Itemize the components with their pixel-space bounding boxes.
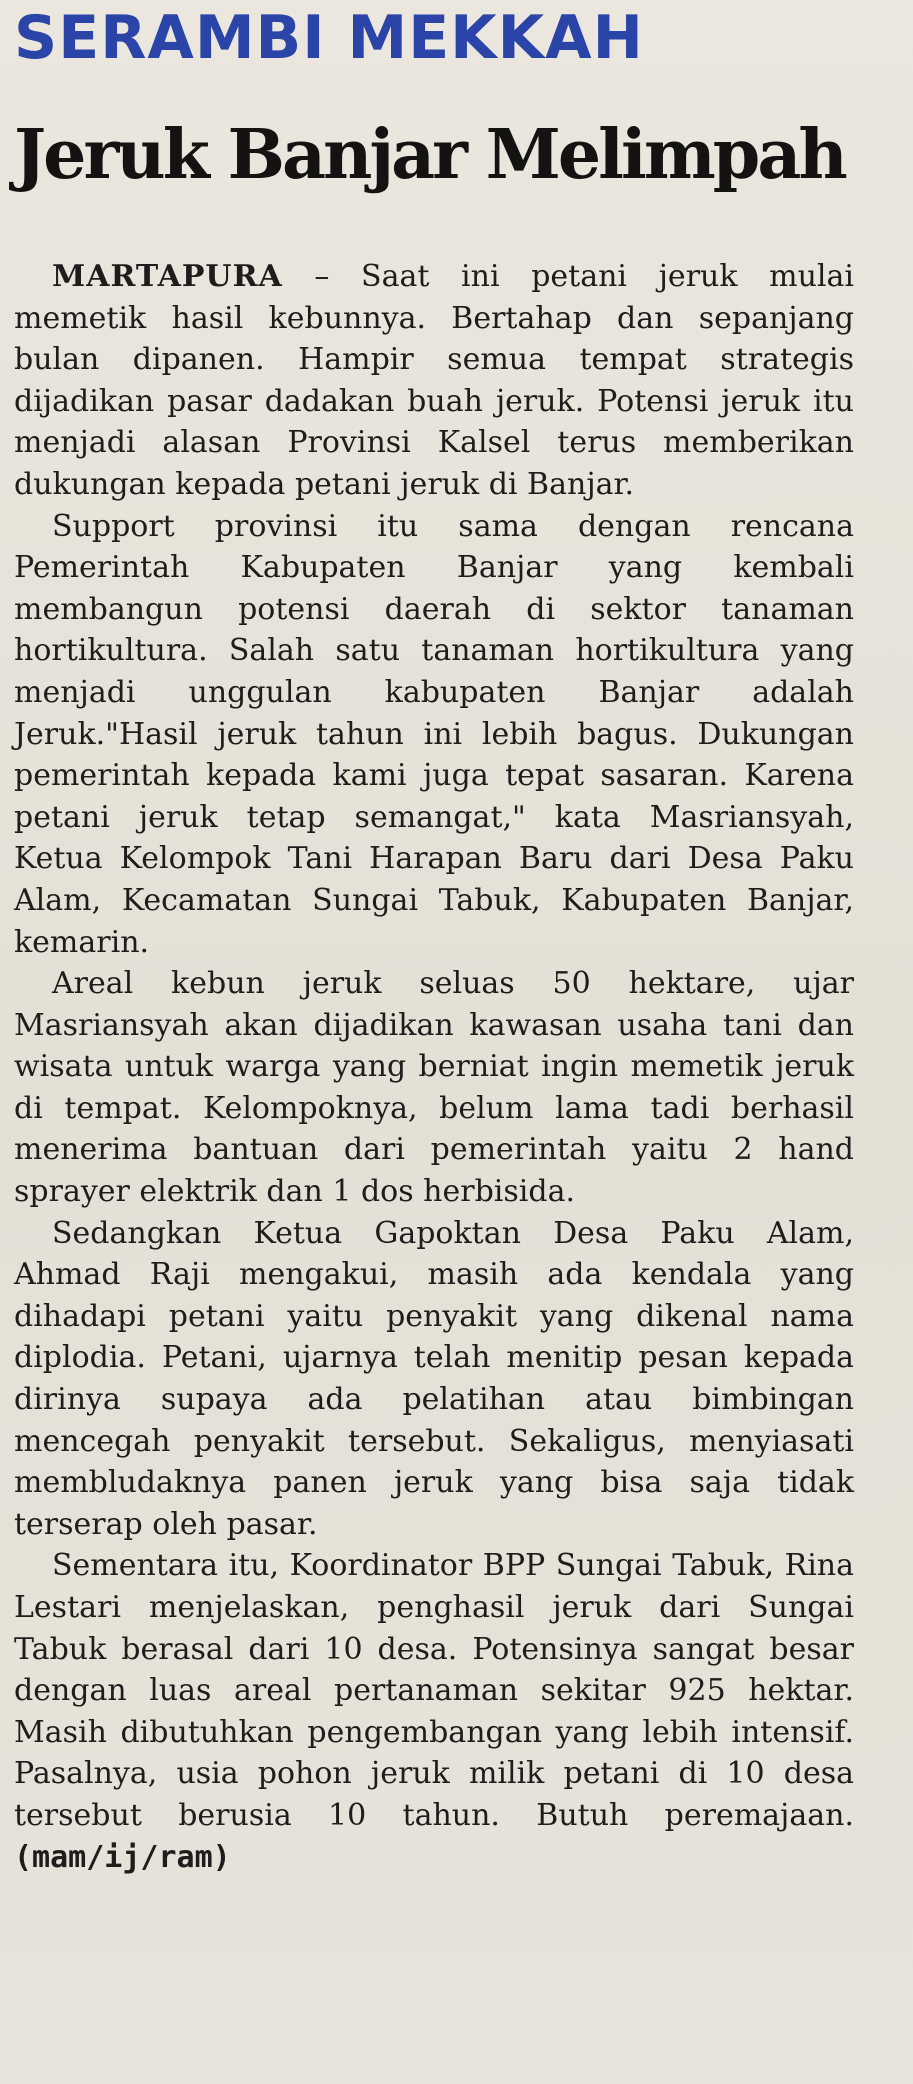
author-credit: (mam/ij/ram) [14, 1839, 231, 1875]
lead-paragraph [14, 256, 854, 506]
dateline-separator: – [282, 259, 362, 294]
closing-text: Sementara itu, Koordinator BPP Sungai Tabuk, Rina Lestari menjelaskan, penghasil jeruk dari Sungai Tabuk berasal dari 10 desa. Potensinya sangat besar dengan luas areal pertanaman sekitar 925 hektar. Masih dibutuhkan pengembangan yang lebih intensif. Pasalnya, usia pohon jeruk milik petani di 10 desa tersebut berusia 10 tahun. Butuh peremajaan. [14, 1548, 854, 1833]
body-paragraph: Support provinsi itu sama dengan rencana Pemerintah Kabupaten Banjar yang kembali membangun potensi daerah di sektor tanaman hortikultura. Salah satu tanaman hortikultura yang menjadi unggulan kabupaten Banjar adalah Jeruk."Hasil jeruk tahun ini lebih bagus. Dukungan pemerintah kepada kami juga tepat sasaran. Karena petani jeruk tetap semangat," kata Masriansyah, Ketua Kelompok Tani Harapan Baru dari Desa Paku Alam, Kecamatan Sungai Tabuk, Kabupaten Banjar, kemarin. [14, 508, 854, 960]
dateline: MARTAPURA [52, 259, 283, 294]
closing-paragraph [14, 1545, 854, 1878]
article-headline: Jeruk Banjar Melimpah [14, 115, 845, 195]
article-body [14, 256, 854, 1878]
body-paragraph: Sedangkan Ketua Gapoktan Desa Paku Alam, Ahmad Raji mengakui, masih ada kendala yang dihadapi petani yaitu penyakit yang dikenal nama diplodia. Petani, ujarnya telah menitip pesan kepada dirinya supaya ada pelatihan atau bimbingan mencegah penyakit tersebut. Sekaligus, menyiasati membludaknya panen jeruk yang bisa saja tidak terserap oleh pasar. [14, 1215, 854, 1542]
body-paragraph: Areal kebun jeruk seluas 50 hektare, ujar Masriansyah akan dijadikan kawasan usaha tani dan wisata untuk warga yang berniat ingin memetik jeruk di tempat. Kelompoknya, belum lama tadi berhasil menerima bantuan dari pemerintah yaitu 2 hand sprayer elektrik dan 1 dos herbisida. [14, 966, 854, 1210]
section-rubric: SERAMBI MEKKAH [14, 3, 644, 73]
lead-text: Saat ini petani jeruk mulai memetik hasil kebunnya. Bertahap dan sepanjang bulan dipanen. Hampir semua tempat strategis dijadikan pasar dadakan buah jeruk. Potensi jeruk itu menjadi alasan Provinsi Kalsel terus memberikan dukungan kepada petani jeruk di Banjar. [14, 259, 855, 502]
